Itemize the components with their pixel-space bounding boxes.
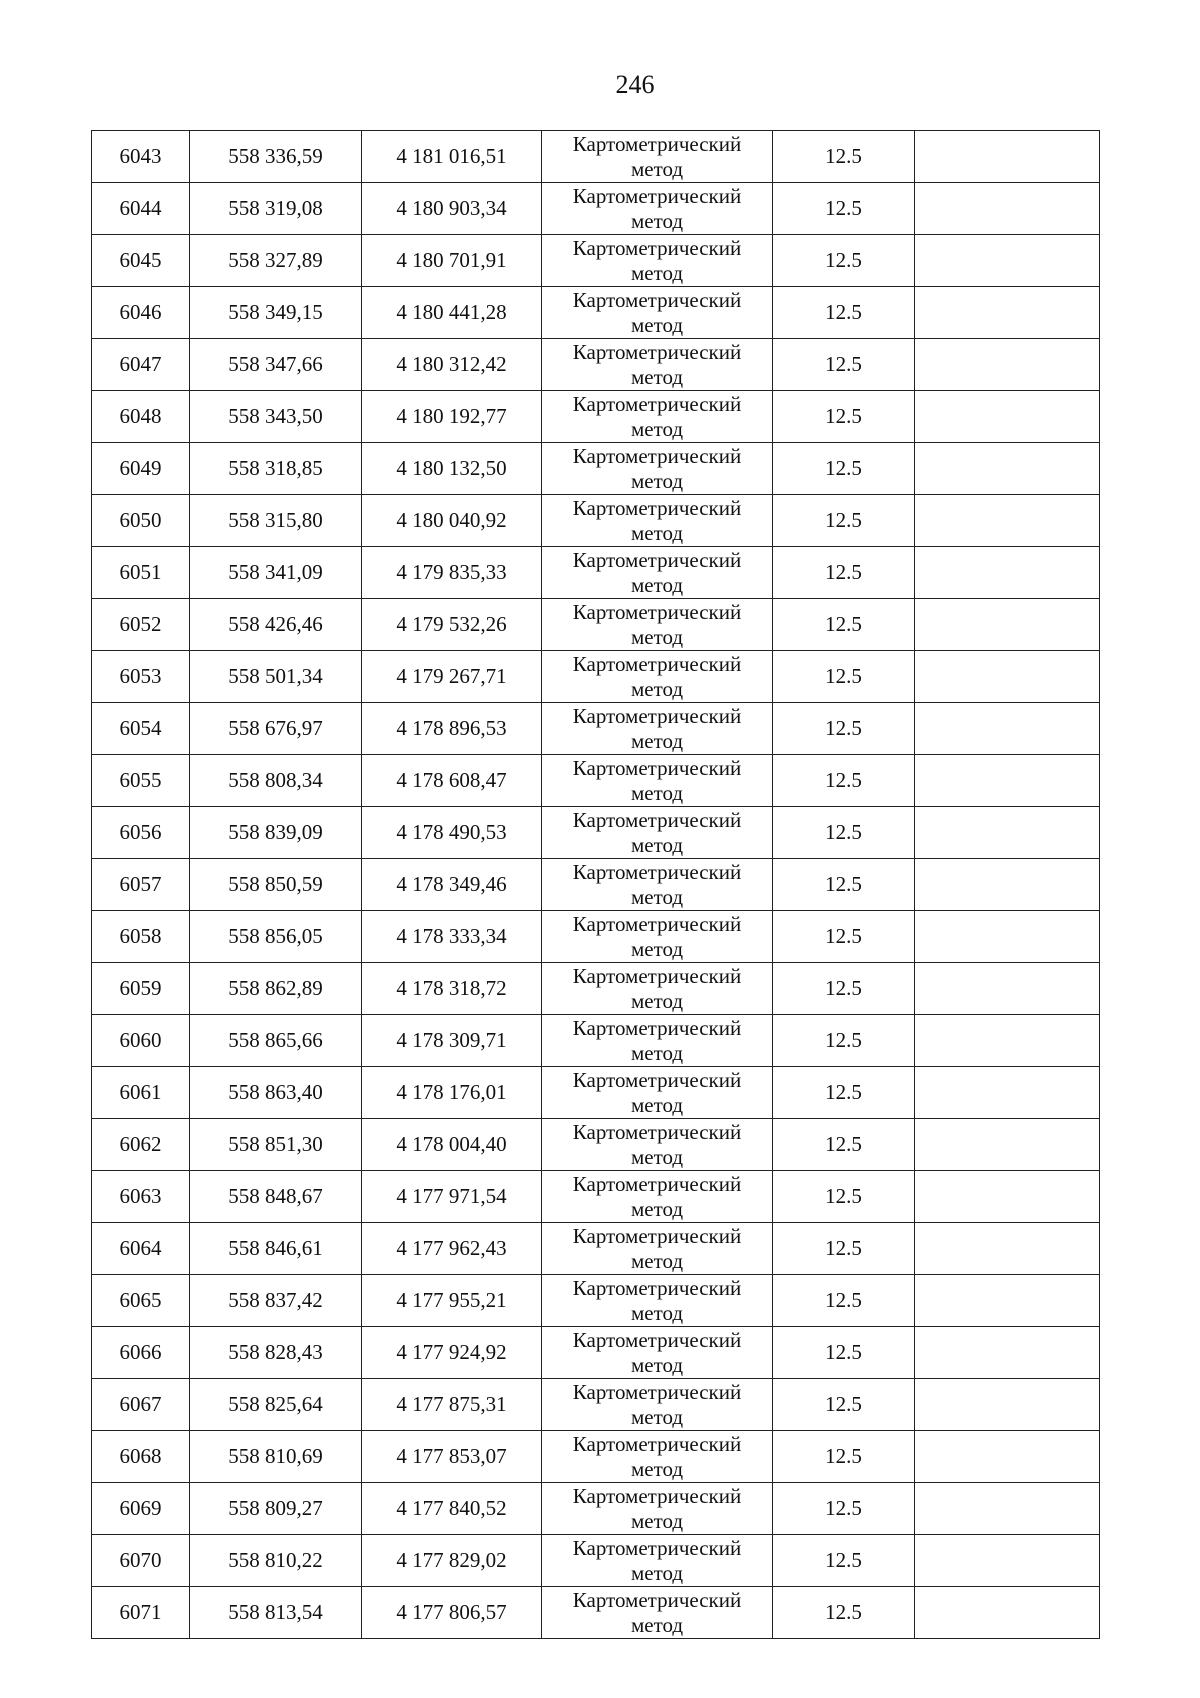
method-cell — [542, 651, 773, 703]
method-line1: Картометрический — [572, 1223, 742, 1248]
y-coordinate: 4 178 176,01 — [362, 1067, 542, 1119]
point-number: 6055 — [92, 755, 190, 807]
table-row — [92, 1275, 1100, 1327]
y-coordinate: 4 180 312,42 — [362, 339, 542, 391]
y-coordinate: 4 178 349,46 — [362, 859, 542, 911]
method-line1: Картометрический — [572, 1535, 742, 1560]
table-row — [92, 547, 1100, 599]
point-number: 6058 — [92, 911, 190, 963]
point-number: 6071 — [92, 1587, 190, 1639]
method-cell — [542, 1015, 773, 1067]
x-coordinate: 558 856,05 — [190, 911, 362, 963]
y-coordinate: 4 180 903,34 — [362, 183, 542, 235]
method-line2: метод — [630, 676, 684, 701]
method-cell — [542, 1327, 773, 1379]
method-line2: метод — [630, 1248, 684, 1273]
method-cell — [542, 807, 773, 859]
accuracy-value: 12.5 — [773, 651, 915, 703]
table-row — [92, 131, 1100, 183]
table-row — [92, 859, 1100, 911]
point-number: 6044 — [92, 183, 190, 235]
method-line1: Картометрический — [572, 339, 742, 364]
y-coordinate: 4 181 016,51 — [362, 131, 542, 183]
method-line2: метод — [630, 1300, 684, 1325]
method-line1: Картометрический — [572, 1119, 742, 1144]
x-coordinate: 558 501,34 — [190, 651, 362, 703]
method-cell — [542, 287, 773, 339]
method-line2: метод — [630, 1144, 684, 1169]
x-coordinate: 558 318,85 — [190, 443, 362, 495]
method-cell — [542, 1587, 773, 1639]
method-line1: Картометрический — [572, 287, 742, 312]
x-coordinate: 558 319,08 — [190, 183, 362, 235]
table-row — [92, 1223, 1100, 1275]
empty-cell — [915, 391, 1100, 443]
empty-cell — [915, 443, 1100, 495]
point-number: 6065 — [92, 1275, 190, 1327]
point-number: 6069 — [92, 1483, 190, 1535]
table-row — [92, 1431, 1100, 1483]
y-coordinate: 4 178 004,40 — [362, 1119, 542, 1171]
y-coordinate: 4 178 896,53 — [362, 703, 542, 755]
x-coordinate: 558 851,30 — [190, 1119, 362, 1171]
accuracy-value: 12.5 — [773, 807, 915, 859]
table-row — [92, 1119, 1100, 1171]
empty-cell — [915, 807, 1100, 859]
empty-cell — [915, 1535, 1100, 1587]
table-row — [92, 1327, 1100, 1379]
empty-cell — [915, 1067, 1100, 1119]
empty-cell — [915, 1119, 1100, 1171]
x-coordinate: 558 862,89 — [190, 963, 362, 1015]
x-coordinate: 558 865,66 — [190, 1015, 362, 1067]
table-row — [92, 651, 1100, 703]
empty-cell — [915, 1483, 1100, 1535]
empty-cell — [915, 547, 1100, 599]
method-cell — [542, 131, 773, 183]
y-coordinate: 4 177 971,54 — [362, 1171, 542, 1223]
accuracy-value: 12.5 — [773, 599, 915, 651]
accuracy-value: 12.5 — [773, 703, 915, 755]
method-cell — [542, 1275, 773, 1327]
empty-cell — [915, 599, 1100, 651]
y-coordinate: 4 177 806,57 — [362, 1587, 542, 1639]
empty-cell — [915, 703, 1100, 755]
point-number: 6048 — [92, 391, 190, 443]
x-coordinate: 558 808,34 — [190, 755, 362, 807]
x-coordinate: 558 837,42 — [190, 1275, 362, 1327]
method-line2: метод — [630, 312, 684, 337]
method-line1: Картометрический — [572, 235, 742, 260]
table-row — [92, 443, 1100, 495]
point-number: 6061 — [92, 1067, 190, 1119]
y-coordinate: 4 180 132,50 — [362, 443, 542, 495]
method-cell — [542, 443, 773, 495]
accuracy-value: 12.5 — [773, 183, 915, 235]
empty-cell — [915, 1275, 1100, 1327]
method-line2: метод — [630, 624, 684, 649]
empty-cell — [915, 131, 1100, 183]
point-number: 6059 — [92, 963, 190, 1015]
method-line1: Картометрический — [572, 391, 742, 416]
x-coordinate: 558 336,59 — [190, 131, 362, 183]
table-row — [92, 1483, 1100, 1535]
empty-cell — [915, 183, 1100, 235]
accuracy-value: 12.5 — [773, 131, 915, 183]
y-coordinate: 4 180 701,91 — [362, 235, 542, 287]
point-number: 6051 — [92, 547, 190, 599]
accuracy-value: 12.5 — [773, 391, 915, 443]
accuracy-value: 12.5 — [773, 1067, 915, 1119]
empty-cell — [915, 859, 1100, 911]
y-coordinate: 4 178 309,71 — [362, 1015, 542, 1067]
point-number: 6043 — [92, 131, 190, 183]
point-number: 6066 — [92, 1327, 190, 1379]
empty-cell — [915, 963, 1100, 1015]
method-cell — [542, 1223, 773, 1275]
method-cell — [542, 1119, 773, 1171]
point-number: 6052 — [92, 599, 190, 651]
table-row — [92, 183, 1100, 235]
empty-cell — [915, 1171, 1100, 1223]
x-coordinate: 558 810,69 — [190, 1431, 362, 1483]
method-line1: Картометрический — [572, 495, 742, 520]
accuracy-value: 12.5 — [773, 235, 915, 287]
method-line1: Картометрический — [572, 807, 742, 832]
method-cell — [542, 703, 773, 755]
table-body — [92, 131, 1100, 1639]
method-line2: метод — [630, 520, 684, 545]
method-line1: Картометрический — [572, 1275, 742, 1300]
method-line2: метод — [630, 1560, 684, 1585]
method-line2: метод — [630, 416, 684, 441]
point-number: 6049 — [92, 443, 190, 495]
y-coordinate: 4 177 924,92 — [362, 1327, 542, 1379]
method-cell — [542, 755, 773, 807]
table-row — [92, 1535, 1100, 1587]
method-line1: Картометрический — [572, 1067, 742, 1092]
empty-cell — [915, 755, 1100, 807]
empty-cell — [915, 339, 1100, 391]
accuracy-value: 12.5 — [773, 755, 915, 807]
y-coordinate: 4 180 441,28 — [362, 287, 542, 339]
point-number: 6063 — [92, 1171, 190, 1223]
accuracy-value: 12.5 — [773, 339, 915, 391]
x-coordinate: 558 863,40 — [190, 1067, 362, 1119]
accuracy-value: 12.5 — [773, 547, 915, 599]
method-cell — [542, 183, 773, 235]
y-coordinate: 4 177 962,43 — [362, 1223, 542, 1275]
x-coordinate: 558 846,61 — [190, 1223, 362, 1275]
empty-cell — [915, 1327, 1100, 1379]
point-number: 6062 — [92, 1119, 190, 1171]
method-line1: Картометрический — [572, 1327, 742, 1352]
accuracy-value: 12.5 — [773, 1171, 915, 1223]
table-row — [92, 1171, 1100, 1223]
empty-cell — [915, 1379, 1100, 1431]
method-cell — [542, 599, 773, 651]
method-line2: метод — [630, 1456, 684, 1481]
method-line2: метод — [630, 1352, 684, 1377]
accuracy-value: 12.5 — [773, 1587, 915, 1639]
point-number: 6053 — [92, 651, 190, 703]
point-number: 6070 — [92, 1535, 190, 1587]
point-number: 6054 — [92, 703, 190, 755]
method-line2: метод — [630, 156, 684, 181]
accuracy-value: 12.5 — [773, 1431, 915, 1483]
table-row — [92, 1015, 1100, 1067]
y-coordinate: 4 179 835,33 — [362, 547, 542, 599]
table-row — [92, 807, 1100, 859]
method-cell — [542, 1535, 773, 1587]
method-cell — [542, 963, 773, 1015]
x-coordinate: 558 810,22 — [190, 1535, 362, 1587]
method-line1: Картометрический — [572, 599, 742, 624]
method-line1: Картометрический — [572, 1379, 742, 1404]
accuracy-value: 12.5 — [773, 963, 915, 1015]
accuracy-value: 12.5 — [773, 495, 915, 547]
method-line1: Картометрический — [572, 755, 742, 780]
y-coordinate: 4 177 955,21 — [362, 1275, 542, 1327]
empty-cell — [915, 1223, 1100, 1275]
method-line2: метод — [630, 1092, 684, 1117]
table-row — [92, 1587, 1100, 1639]
method-cell — [542, 391, 773, 443]
method-line2: метод — [630, 988, 684, 1013]
table-row — [92, 495, 1100, 547]
method-cell — [542, 235, 773, 287]
x-coordinate: 558 327,89 — [190, 235, 362, 287]
method-line2: метод — [630, 1612, 684, 1637]
point-number: 6057 — [92, 859, 190, 911]
method-cell — [542, 1379, 773, 1431]
table-row — [92, 755, 1100, 807]
empty-cell — [915, 911, 1100, 963]
page-number: 246 — [615, 70, 655, 99]
method-cell — [542, 495, 773, 547]
x-coordinate: 558 426,46 — [190, 599, 362, 651]
empty-cell — [915, 1431, 1100, 1483]
y-coordinate: 4 178 608,47 — [362, 755, 542, 807]
table-row — [92, 911, 1100, 963]
coordinates-table — [91, 130, 1100, 1639]
table-row — [92, 1067, 1100, 1119]
method-line2: метод — [630, 728, 684, 753]
accuracy-value: 12.5 — [773, 1015, 915, 1067]
method-cell — [542, 1067, 773, 1119]
y-coordinate: 4 177 875,31 — [362, 1379, 542, 1431]
accuracy-value: 12.5 — [773, 911, 915, 963]
point-number: 6056 — [92, 807, 190, 859]
point-number: 6060 — [92, 1015, 190, 1067]
x-coordinate: 558 813,54 — [190, 1587, 362, 1639]
method-line1: Картометрический — [572, 131, 742, 156]
point-number: 6047 — [92, 339, 190, 391]
method-line1: Картометрический — [572, 1587, 742, 1612]
method-cell — [542, 1431, 773, 1483]
method-line2: метод — [630, 936, 684, 961]
method-line1: Картометрический — [572, 1015, 742, 1040]
table-row — [92, 391, 1100, 443]
table-row — [92, 703, 1100, 755]
x-coordinate: 558 347,66 — [190, 339, 362, 391]
method-line1: Картометрический — [572, 911, 742, 936]
method-line1: Картометрический — [572, 703, 742, 728]
method-line2: метод — [630, 572, 684, 597]
method-cell — [542, 1171, 773, 1223]
y-coordinate: 4 177 853,07 — [362, 1431, 542, 1483]
accuracy-value: 12.5 — [773, 1119, 915, 1171]
table-row — [92, 235, 1100, 287]
y-coordinate: 4 179 267,71 — [362, 651, 542, 703]
x-coordinate: 558 343,50 — [190, 391, 362, 443]
x-coordinate: 558 341,09 — [190, 547, 362, 599]
table-row — [92, 339, 1100, 391]
empty-cell — [915, 1587, 1100, 1639]
point-number: 6064 — [92, 1223, 190, 1275]
y-coordinate: 4 178 318,72 — [362, 963, 542, 1015]
x-coordinate: 558 850,59 — [190, 859, 362, 911]
accuracy-value: 12.5 — [773, 1379, 915, 1431]
point-number: 6068 — [92, 1431, 190, 1483]
x-coordinate: 558 349,15 — [190, 287, 362, 339]
y-coordinate: 4 177 829,02 — [362, 1535, 542, 1587]
table-row — [92, 287, 1100, 339]
y-coordinate: 4 177 840,52 — [362, 1483, 542, 1535]
empty-cell — [915, 651, 1100, 703]
point-number: 6050 — [92, 495, 190, 547]
method-cell — [542, 911, 773, 963]
empty-cell — [915, 1015, 1100, 1067]
method-line1: Картометрический — [572, 963, 742, 988]
method-line1: Картометрический — [572, 1483, 742, 1508]
x-coordinate: 558 315,80 — [190, 495, 362, 547]
method-line2: метод — [630, 468, 684, 493]
table-row — [92, 963, 1100, 1015]
method-line1: Картометрический — [572, 443, 742, 468]
x-coordinate: 558 839,09 — [190, 807, 362, 859]
method-cell — [542, 547, 773, 599]
method-line2: метод — [630, 1404, 684, 1429]
accuracy-value: 12.5 — [773, 1483, 915, 1535]
method-line1: Картометрический — [572, 183, 742, 208]
accuracy-value: 12.5 — [773, 443, 915, 495]
method-line1: Картометрический — [572, 1431, 742, 1456]
y-coordinate: 4 180 192,77 — [362, 391, 542, 443]
accuracy-value: 12.5 — [773, 1223, 915, 1275]
table-row — [92, 599, 1100, 651]
method-line1: Картометрический — [572, 1171, 742, 1196]
table-row — [92, 1379, 1100, 1431]
empty-cell — [915, 287, 1100, 339]
empty-cell — [915, 495, 1100, 547]
method-cell — [542, 1483, 773, 1535]
method-line2: метод — [630, 780, 684, 805]
accuracy-value: 12.5 — [773, 287, 915, 339]
point-number: 6067 — [92, 1379, 190, 1431]
method-line1: Картометрический — [572, 859, 742, 884]
method-line2: метод — [630, 1040, 684, 1065]
x-coordinate: 558 825,64 — [190, 1379, 362, 1431]
x-coordinate: 558 809,27 — [190, 1483, 362, 1535]
point-number: 6046 — [92, 287, 190, 339]
method-line2: метод — [630, 364, 684, 389]
accuracy-value: 12.5 — [773, 1327, 915, 1379]
method-line2: метод — [630, 884, 684, 909]
y-coordinate: 4 178 333,34 — [362, 911, 542, 963]
x-coordinate: 558 828,43 — [190, 1327, 362, 1379]
y-coordinate: 4 179 532,26 — [362, 599, 542, 651]
method-cell — [542, 859, 773, 911]
method-line2: метод — [630, 832, 684, 857]
empty-cell — [915, 235, 1100, 287]
method-line1: Картометрический — [572, 547, 742, 572]
method-line1: Картометрический — [572, 651, 742, 676]
accuracy-value: 12.5 — [773, 1535, 915, 1587]
method-line2: метод — [630, 208, 684, 233]
x-coordinate: 558 676,97 — [190, 703, 362, 755]
method-line2: метод — [630, 1196, 684, 1221]
method-cell — [542, 339, 773, 391]
method-line2: метод — [630, 1508, 684, 1533]
y-coordinate: 4 178 490,53 — [362, 807, 542, 859]
accuracy-value: 12.5 — [773, 1275, 915, 1327]
x-coordinate: 558 848,67 — [190, 1171, 362, 1223]
y-coordinate: 4 180 040,92 — [362, 495, 542, 547]
accuracy-value: 12.5 — [773, 859, 915, 911]
method-line2: метод — [630, 260, 684, 285]
point-number: 6045 — [92, 235, 190, 287]
